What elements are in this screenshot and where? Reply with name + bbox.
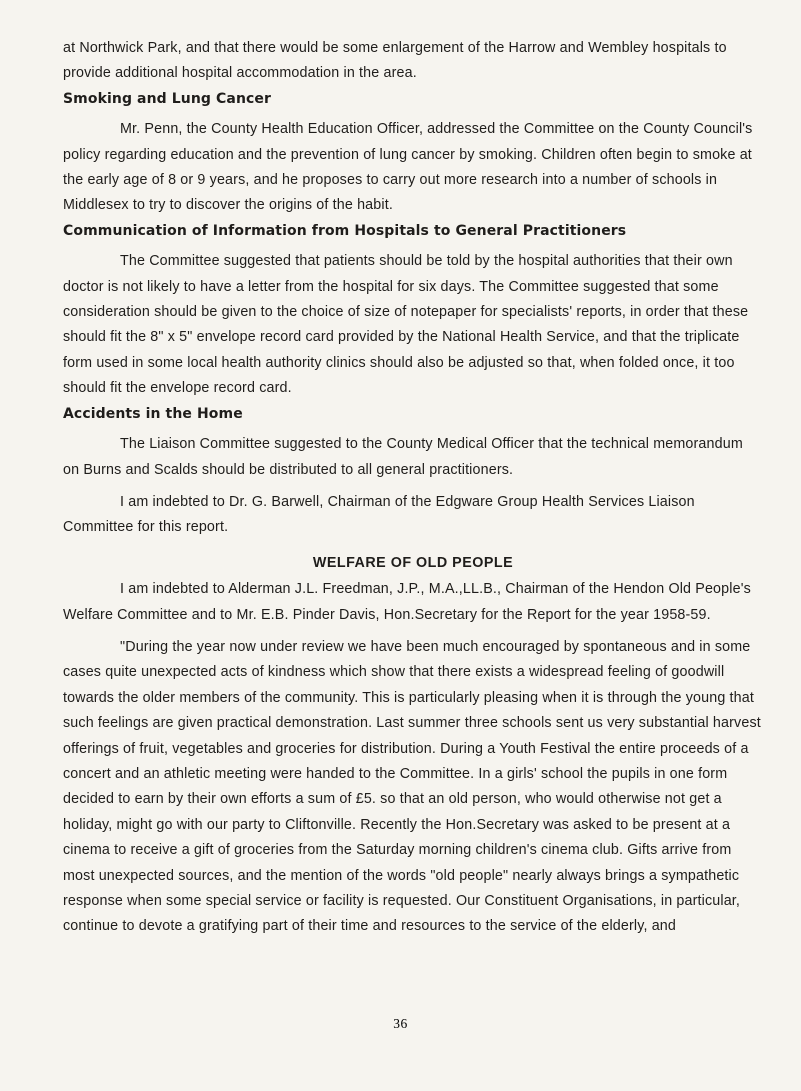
paragraph-communication: The Committee suggested that patients should be told by the hospital authorities that their own doctor is not likely to have a letter from the hospital for six days. The Committee suggested that some consideration should be given to the choice of size of notepaper for specialists' reports, in order that these should fit the 8" x 5" envelope record card provided by the National Health Service, and that the triplicate form used in some local health authority clinics should also be adjusted so that, when folded once, it too should fit the envelope record card. bbox=[63, 253, 749, 397]
paragraph-northwick-park: at Northwick Park, and that there would be some enlargement of the Harrow and Wembley hospitals to provide additional hospital accommodation in the area. bbox=[63, 40, 727, 82]
heading-accidents-home: Accidents in the Home bbox=[63, 405, 243, 422]
paragraph-smoking: Mr. Penn, the County Health Education Officer, addressed the Committee on the County Council's policy regarding education and the prevention of lung cancer by smoking. Children often begin to smoke at the early age of 8 or 9 years, and he proposes to carry out more research into a number of schools in Middlesex to try to discover the origins of the habit. bbox=[63, 121, 753, 214]
paragraph-indebted-barwell: I am indebted to Dr. G. Barwell, Chairman of the Edgware Group Health Services Liaison Committee for this report. bbox=[63, 493, 695, 536]
paragraph-welfare-report: "During the year now under review we have been much encouraged by spontaneous and in some cases quite unexpected acts of kindness which show that there exists a widespread feeling of goodwill towards the older members of the community. This is particularly pleasing when it is through the young that such feelings are given practical demonstration. Last summer three schools sent us very substantial harvest offerings of fruit, vegetables and groceries for distribution. During a Youth Festival the entire proceeds of a concert and an athletic meeting were handed to the Committee. In a girls' school the pupils in one form decided to earn by their own efforts a sum of £5. so that an old person, who would otherwise not get a holiday, might go with our party to Cliftonville. Recently the Hon.Secretary was asked to be present at a cinema to receive a gift of groceries from the Saturday morning children's cinema club. Gifts arrive from most unexpected sources, and the mention of the words "old people" nearly always brings a sympathetic response when some special service or facility is requested. Our Constituent Organisations, in particular, continue to devote a gratifying part of their time and resources to the service of the elderly, and bbox=[63, 638, 761, 935]
paragraph-indebted-freedman: I am indebted to Alderman J.L. Freedman, J.P., M.A.,LL.B., Chairman of the Hendon Old People's Welfare Committee and to Mr. E.B. Pinder Davis, Hon.Secretary for the Report for the year 1958-59. bbox=[63, 581, 751, 623]
page-number: 36 bbox=[393, 1016, 408, 1031]
paragraph-accidents: The Liaison Committee suggested to the County Medical Officer that the technical memorandum on Burns and Scalds should be distributed to all general practitioners. bbox=[63, 436, 743, 478]
heading-communication-hospitals: Communication of Information from Hospitals to General Practitioners bbox=[63, 222, 627, 239]
heading-smoking-lung-cancer: Smoking and Lung Cancer bbox=[63, 90, 272, 107]
heading-welfare-old-people: WELFARE OF OLD PEOPLE bbox=[312, 554, 514, 571]
